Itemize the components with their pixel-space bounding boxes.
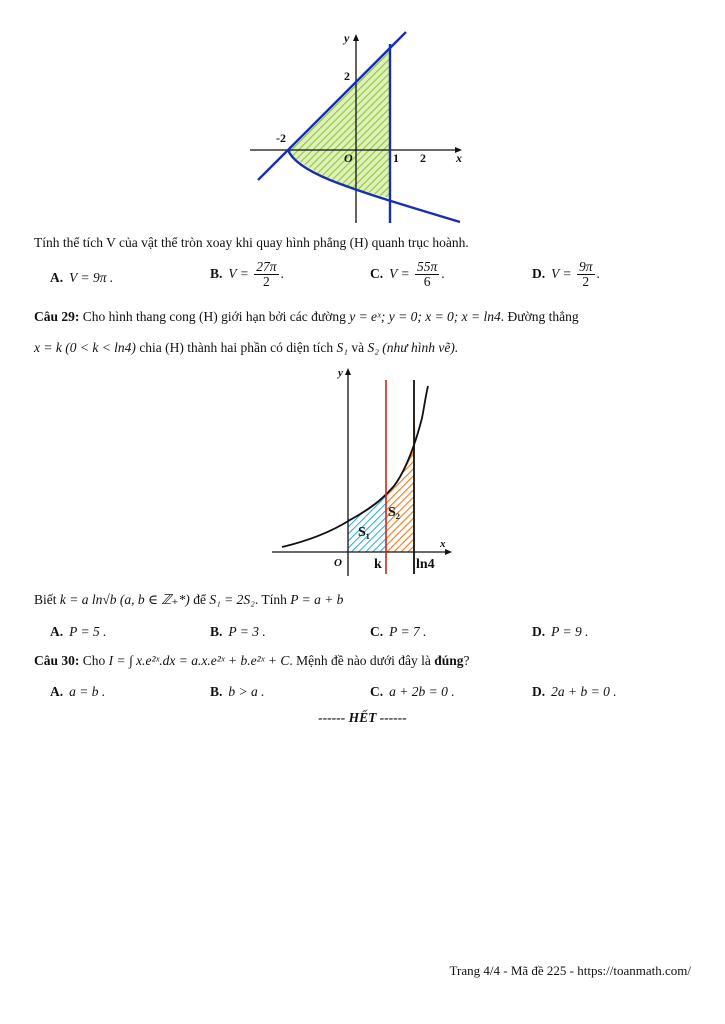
q29-eq2: x = k (0 < k < ln4) — [34, 340, 136, 355]
question-label: Câu 30: — [34, 653, 80, 668]
q29-text1: Cho hình thang cong (H) giới hạn bởi các đường — [82, 309, 346, 324]
fraction: $\frac{27\pi}{2}$ — [256, 259, 277, 290]
q29-option-d[interactable] — [532, 624, 589, 640]
q29-know-prefix: Biết — [34, 592, 57, 607]
q29-text2-end: (như hình vẽ). — [382, 340, 459, 355]
q30-option-b[interactable] — [210, 684, 265, 700]
shaded-region — [288, 50, 390, 198]
label-origin: O — [334, 557, 342, 569]
label-ln4: ln4 — [416, 557, 435, 572]
label-x: x — [456, 151, 462, 165]
q30-rest: . Mệnh đề nào dưới đây là — [289, 653, 431, 668]
q30-end: ? — [463, 653, 470, 668]
label-s2: S₂ — [388, 505, 400, 520]
label-x: x — [440, 538, 446, 550]
q29-and: và — [351, 340, 365, 355]
tick-1: 1 — [393, 151, 399, 165]
q29-know-mid: để — [193, 592, 206, 607]
q30-option-c[interactable] — [370, 684, 455, 700]
tick-2-y: 2 — [344, 69, 350, 83]
option-label: B. — [210, 624, 223, 639]
region-s1 — [348, 496, 386, 552]
q29-text2: chia (H) thành hai phần có diện tích — [139, 340, 334, 355]
label-y: y — [338, 367, 343, 379]
q29-option-c[interactable] — [370, 624, 427, 640]
option-label: A. — [50, 270, 64, 285]
q29-know-end: . Tính — [254, 592, 287, 607]
option-label: D. — [532, 265, 546, 281]
label-s1: S₁ — [358, 525, 370, 540]
q28-option-b[interactable]: B. V = $\frac{27\pi}{2}$ . — [210, 259, 284, 290]
option-text: V = 9π . — [69, 270, 114, 285]
q28-option-a[interactable] — [50, 270, 113, 286]
q28-option-c[interactable]: C. V = $\frac{55\pi}{6}$ . — [370, 259, 445, 290]
region-s2 — [386, 412, 415, 552]
option-text: P = 9 . — [551, 624, 589, 639]
option-label: D. — [532, 684, 546, 699]
option-label: D. — [532, 624, 546, 639]
q30-prefix: Cho — [82, 653, 106, 668]
option-text: V = — [551, 265, 572, 281]
q29-condition — [34, 592, 343, 608]
figure-exp-area — [272, 362, 458, 580]
option-text: P = 3 . — [228, 624, 266, 639]
q30-option-a[interactable] — [50, 684, 105, 700]
q30-line — [34, 653, 470, 669]
option-text: b > a . — [228, 684, 265, 699]
q29-line1 — [34, 309, 579, 325]
end-mark: ------ HẾT ------ — [318, 710, 407, 725]
option-label: B. — [210, 684, 223, 699]
q29-know-eq: k = a ln√b (a, b ∈ ℤ₊*) — [59, 592, 190, 607]
tick-neg2: -2 — [276, 131, 286, 145]
q28-option-d[interactable]: D. V = $\frac{9\pi}{2}$ . — [532, 259, 600, 290]
option-text: 2a + b = 0 . — [551, 684, 617, 699]
option-text: a = b . — [69, 684, 106, 699]
option-text: a + 2b = 0 . — [389, 684, 455, 699]
q30-bold: đúng — [434, 653, 464, 668]
option-text: P = 5 . — [69, 624, 107, 639]
option-label: C. — [370, 265, 384, 281]
option-label: C. — [370, 684, 384, 699]
q29-s1: S₁ — [336, 340, 348, 355]
fraction: $\frac{9\pi}{2}$ — [579, 259, 593, 290]
q29-option-a[interactable] — [50, 624, 107, 640]
page-footer: Trang 4/4 - Mã đề 225 - https://toanmath.com/ — [449, 963, 691, 978]
q28-text: Tính thể tích V của vật thể tròn xoay khi quay hình phẳng (H) quanh trục hoành. — [34, 235, 469, 250]
option-text: P = 7 . — [389, 624, 427, 639]
q29-know-eq2: S₁ = 2S₂ — [209, 592, 255, 607]
option-label: C. — [370, 624, 384, 639]
option-text: V = — [389, 265, 410, 281]
q29-eq1: y = eˣ; y = 0; x = 0; x = ln4 — [349, 309, 501, 324]
option-label: B. — [210, 265, 223, 281]
fraction: $\frac{55\pi}{6}$ — [417, 259, 438, 290]
label-y: y — [344, 31, 350, 45]
option-label: A. — [50, 624, 64, 639]
tick-2-x: 2 — [420, 151, 426, 165]
q29-line2 — [34, 340, 458, 356]
q29-option-b[interactable] — [210, 624, 266, 640]
label-k: k — [374, 557, 382, 572]
q30-option-d[interactable] — [532, 684, 617, 700]
option-text: V = — [228, 265, 249, 281]
tick-origin: O — [344, 151, 353, 165]
q29-s2: S₂ — [367, 340, 379, 355]
q29-text1-end: . Đường thẳng — [500, 309, 579, 324]
question-label: Câu 29: — [34, 309, 80, 324]
option-label: A. — [50, 684, 64, 699]
q30-eq: I = ∫ x.e²ˣ.dx = a.x.e²ˣ + b.e²ˣ + C — [108, 653, 290, 668]
figure-region-h — [250, 28, 470, 228]
q29-know-eq3: P = a + b — [290, 592, 344, 607]
